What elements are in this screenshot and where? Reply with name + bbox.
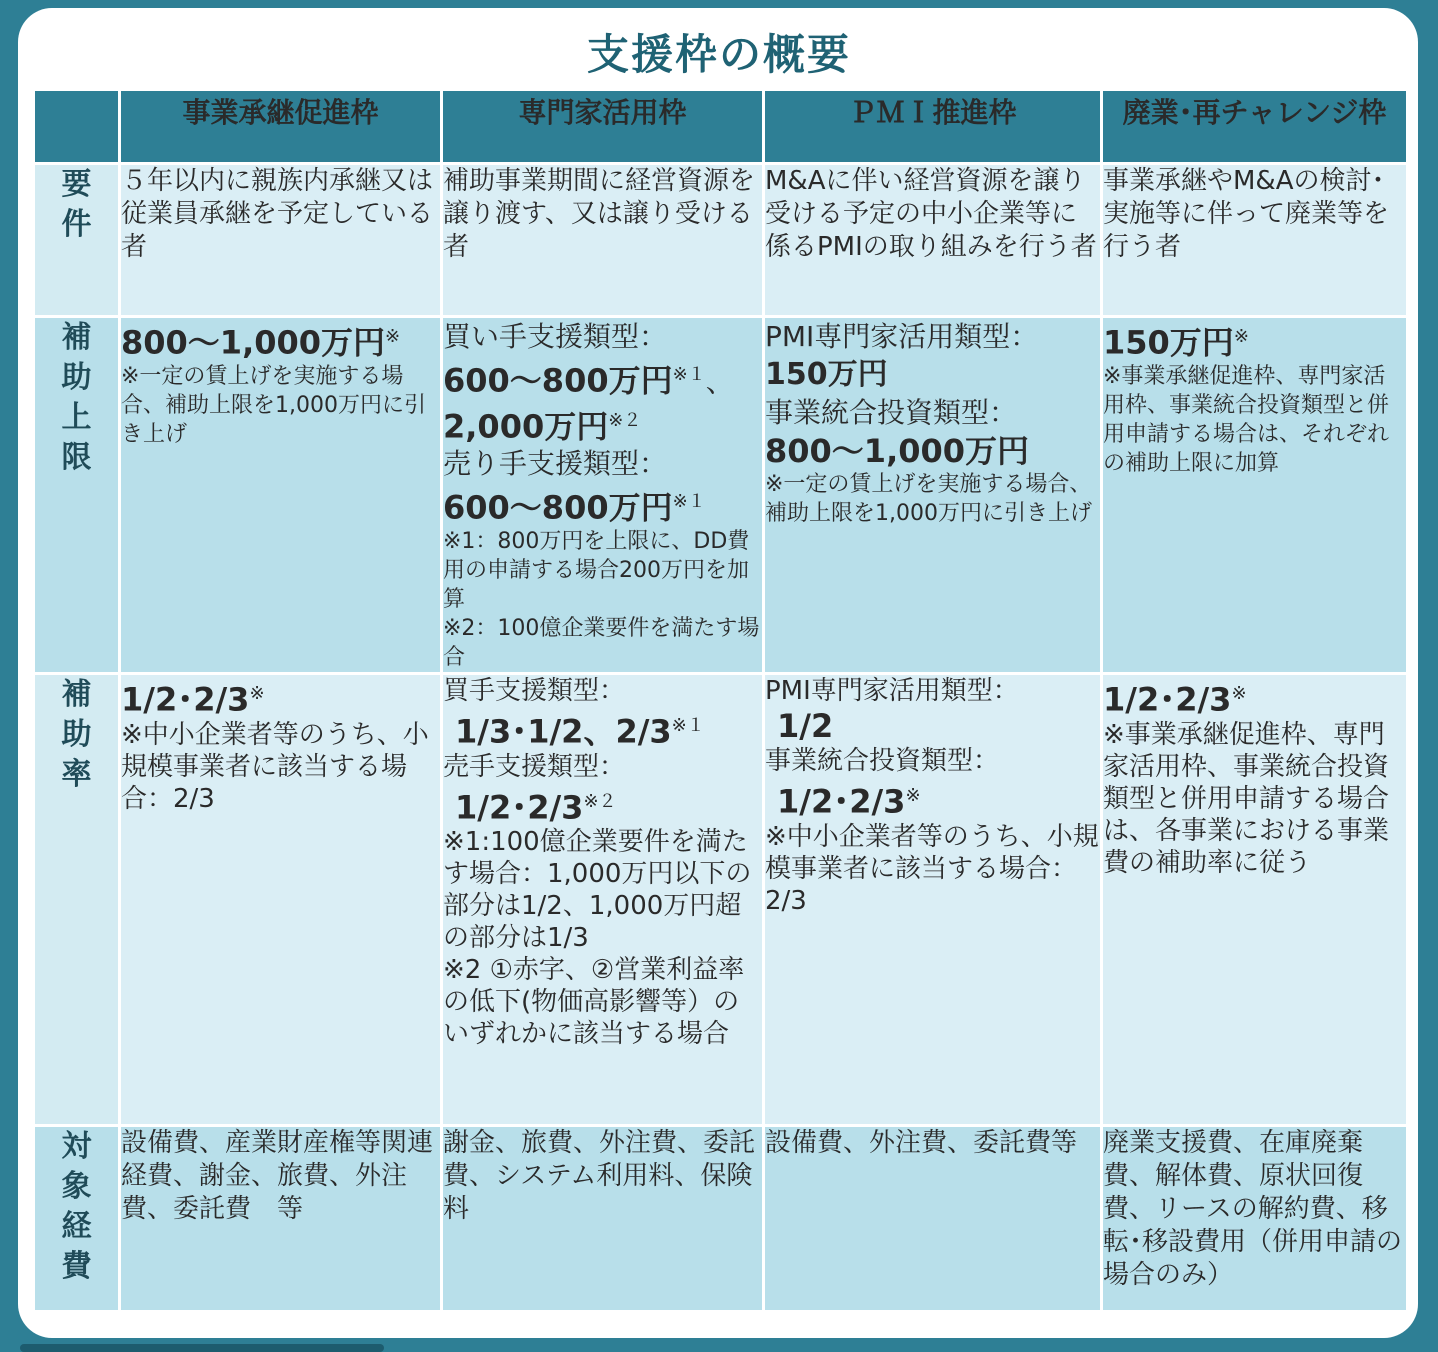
support-frame-table xyxy=(32,88,1409,1313)
page-title: 支援枠の概要 xyxy=(586,30,851,79)
column-header-succession: 事業承継促進枠 xyxy=(120,90,442,164)
limit-row xyxy=(34,317,1408,674)
rate-succession: 1/2･2/3※ ※中小企業者等のうち、小規模事業者に該当する場合：2/3 xyxy=(120,673,442,1125)
requirement-row xyxy=(34,164,1408,317)
expenses-rechallenge: 廃業支援費、在庫廃棄費、解体費、原状回復費、リースの解約費、移転･移設費用（併用申請の場合のみ） xyxy=(1102,1125,1408,1311)
row-label-expenses: 対象経費 xyxy=(34,1125,120,1311)
limit-succession xyxy=(120,317,442,674)
rate-row xyxy=(34,673,1408,1125)
limit-note-2: ※2：100億企業要件を満たす場合 xyxy=(443,615,760,670)
expenses-succession: 設備費、産業財産権等関連経費、謝金、旅費、外注費、委託費 等 xyxy=(120,1125,442,1311)
rate-pmi: PMI専門家活用類型： 1/2 事業統合投資類型： 1/2･2/3※ ※中小企業者等のうち、小規模事業者に該当する場合：2/3 xyxy=(764,673,1102,1125)
expenses-row xyxy=(34,1125,1408,1311)
column-header-rechallenge: 廃業･再チャレンジ枠 xyxy=(1102,90,1408,164)
limit-note: ※一定の賃上げを実施する場合、補助上限を1,000万円に引き上げ xyxy=(121,363,426,447)
limit-amount: 800～1,000万円※ xyxy=(121,323,401,362)
limit-pmi: PMI専門家活用類型：150万円 事業統合投資類型： 800～1,000万円 ※一定の賃上げを実施する場合、補助上限を1,000万円に引き上げ xyxy=(764,317,1102,674)
expenses-expert: 謝金、旅費、外注費、委託費、システム利用料、保険料 xyxy=(442,1125,764,1311)
header-row xyxy=(34,90,1408,164)
row-label-limit: 補助上限 xyxy=(34,317,120,674)
expenses-pmi: 設備費、外注費、委託費等 xyxy=(764,1125,1102,1311)
column-header-expert: 専門家活用枠 xyxy=(442,90,764,164)
row-label-requirement: 要件 xyxy=(34,164,120,317)
requirement-rechallenge: 事業承継やM&Aの検討･実施等に伴って廃業等を行う者 xyxy=(1102,164,1408,317)
requirement-pmi: M&Aに伴い経営資源を譲り受ける予定の中小企業等に係るPMIの取り組みを行う者 xyxy=(764,164,1102,317)
header-corner xyxy=(34,90,120,164)
column-header-pmi: ＰＭＩ推進枠 xyxy=(764,90,1102,164)
rate-expert: 買手支援類型： 1/3･1/2、2/3$^{※1}$ 売手支援類型： 1/2･2/3$^{※2}$ ※1:100億企業要件を満たす場合：1,000万円以下の部分は1/2、1,000万円超の部分は1/3 ※2 ①赤字、②営業利益率の低下(物価高影響等）のいずれかに該当する場合 xyxy=(442,673,764,1125)
row-label-rate: 補助率 xyxy=(34,673,120,1125)
limit-expert: 買い手支援類型： 600～800万円$^{※1}$、 2,000万円$^{※2}$ 売り手支援類型： 600～800万円$^{※1}$ ※1：800万円を上限に、DD費用の申請する場合200万円を加算 ※2：100億企業要件を満たす場合 xyxy=(442,317,764,674)
requirement-expert: 補助事業期間に経営資源を譲り渡す、又は譲り受ける者 xyxy=(442,164,764,317)
limit-note-1: ※1：800万円を上限に、DD費用の申請する場合200万円を加算 xyxy=(443,528,750,612)
rate-rechallenge: 1/2･2/3※ ※事業承継促進枠、専門家活用枠、事業統合投資類型と併用申請する場合は、各事業における事業費の補助率に従う xyxy=(1102,673,1408,1125)
limit-rechallenge: 150万円※ ※事業承継促進枠、専門家活用枠、事業統合投資類型と併用申請する場合は、それぞれの補助上限に加算 xyxy=(1102,317,1408,674)
requirement-succession: ５年以内に親族内承継又は従業員承継を予定している者 xyxy=(120,164,442,317)
scroll-indicator xyxy=(20,1344,384,1352)
